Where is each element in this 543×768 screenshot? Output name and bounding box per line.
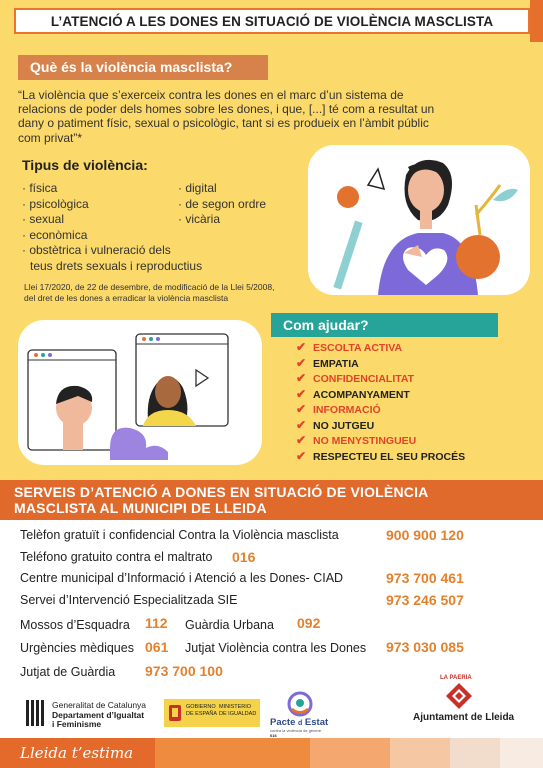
list-item: · econòmica — [22, 227, 88, 242]
service-label: Mossos d’Esquadra — [20, 618, 130, 632]
gob-line4: DE IGUALDAD — [219, 710, 257, 717]
definition-heading: Què és la violència masclista? — [18, 55, 268, 80]
check-icon: ✔ — [296, 371, 307, 385]
gob-line2: DE ESPAÑA — [186, 710, 218, 717]
gobierno-logo — [164, 699, 260, 727]
services-heading — [0, 480, 543, 520]
gobierno-text — [186, 704, 217, 717]
footer-segment — [390, 738, 450, 768]
help-item-6 — [296, 433, 465, 450]
list-item: · obstètrica i vulneració dels — [22, 243, 171, 257]
help-label: EMPATIA — [313, 357, 359, 370]
help-item-1 — [296, 355, 465, 373]
gencat-text — [52, 701, 146, 730]
check-icon: ✔ — [296, 340, 307, 354]
list-item: · sexual — [22, 212, 65, 226]
services-heading-line2: MASCLISTA AL MUNICIPI DE LLEIDA — [14, 500, 267, 516]
service-number: 016 — [232, 549, 256, 565]
footer-segment — [500, 738, 543, 768]
service-label: Jutjat de Guàrdia — [20, 665, 116, 679]
list-item: · de segon ordre — [178, 196, 267, 211]
check-icon: ✔ — [296, 402, 307, 416]
types-list-2 — [178, 181, 266, 228]
service-number: 900 900 120 — [386, 527, 464, 543]
check-icon: ✔ — [296, 433, 307, 447]
help-heading: Com ajudar? — [271, 313, 498, 337]
title-banner — [14, 8, 530, 34]
service-number: 973 030 085 — [386, 639, 464, 655]
service-number: 112 — [145, 615, 168, 631]
definition-quote: “La violència que s’exerceix contra les dones en el marc d’un sistema de relacions de poder dels homes sobre les dones, i que, [...] té com a resultat un dany o patiment físic, sexual o psicològic, tant si es produeix en l’àmbit públic com privat”* — [18, 88, 435, 145]
service-number: 973 700 100 — [145, 663, 223, 679]
types-heading: Tipus de violència: — [22, 157, 148, 173]
gencat-logo-icon — [26, 700, 48, 726]
check-icon: ✔ — [296, 386, 307, 401]
videocall-illustration-icon — [18, 320, 262, 465]
help-label: NO MENYSTINGUEU — [313, 435, 417, 447]
service-label: Urgències mèdiques — [20, 641, 134, 655]
service-label: Centre municipal d’Informació i Atenció a les Dones- CIAD — [20, 571, 344, 585]
law-note: Llei 17/2020, de 22 de desembre, de modificació de la Llei 5/2008, del dret de les dones a erradicar la violència masclista — [24, 282, 275, 303]
list-item: teus drets sexuals i reproductius — [30, 258, 203, 273]
help-label: CONFIDENCIALITAT — [313, 373, 415, 385]
woman-illustration-icon — [308, 145, 530, 295]
help-label: ACOMPANYAMENT — [313, 388, 410, 401]
help-item-0 — [296, 340, 465, 357]
check-icon: ✔ — [296, 417, 307, 432]
help-item-5 — [296, 417, 465, 435]
gob-line1: GOBIERNO — [186, 704, 216, 710]
pacte-016: 016 — [270, 733, 277, 738]
pacte-word: Pacte — [270, 717, 296, 728]
pacte-subtitle: contra la violència de gènere — [270, 728, 322, 733]
list-item: · vicària — [178, 212, 221, 226]
footer-slogan: Lleida t’estima — [20, 744, 134, 762]
list-item: · digital — [178, 181, 217, 195]
help-label: ESCOLTA ACTIVA — [313, 342, 403, 354]
corner-accent — [530, 0, 543, 42]
types-list-1 — [22, 181, 202, 274]
service-label: Guàrdia Urbana — [185, 618, 274, 632]
list-item: · física — [22, 181, 58, 195]
pacte-de: d — [298, 720, 303, 727]
service-label: Telèfon gratuït i confidencial Contra la Violència masclista — [20, 528, 339, 542]
help-item-7 — [296, 448, 466, 466]
footer-segment — [155, 738, 310, 768]
service-label: Teléfono gratuito contra el maltrato — [20, 550, 213, 564]
footer-segment — [450, 738, 500, 768]
help-item-2 — [296, 371, 465, 388]
help-label: INFORMACIÓ — [313, 404, 381, 416]
footer-segment — [310, 738, 390, 768]
service-number: 092 — [297, 615, 321, 631]
help-label: NO JUTGEU — [313, 419, 375, 432]
service-number: 973 700 461 — [386, 570, 464, 586]
help-item-3 — [296, 386, 465, 404]
ministerio-text — [219, 704, 256, 717]
pacte-estat-word: Estat — [304, 717, 329, 728]
services-heading-line1: SERVEIS D’ATENCIÓ A DONES EN SITUACIÓ DE VIOLÈNCIA — [14, 484, 429, 500]
gencat-line2: Departament d’Igualtat — [52, 709, 145, 720]
check-icon: ✔ — [296, 448, 307, 463]
help-item-4 — [296, 402, 465, 419]
list-item: · psicològica — [22, 196, 89, 211]
page-title: L’ATENCIÓ A LES DONES EN SITUACIÓ DE VIOLÈNCIA MASCLISTA — [50, 14, 494, 29]
check-icon: ✔ — [296, 355, 307, 370]
pacte-estat-logo-icon — [283, 691, 317, 717]
gencat-line3: i Feminisme — [52, 719, 102, 729]
service-label: Servei d’Intervenció Especialitzada SIE — [20, 593, 238, 607]
service-number: 061 — [145, 639, 169, 655]
pacte-text — [270, 717, 328, 728]
paeria-top: LA PAERIA — [440, 675, 472, 681]
gencat-line1: Generalitat de Catalunya — [52, 700, 147, 710]
service-label: Jutjat Violència contra les Dones — [185, 641, 367, 655]
spain-shield-icon — [167, 702, 183, 724]
help-list — [296, 340, 466, 465]
help-label: RESPECTEU EL SEU PROCÉS — [313, 450, 466, 463]
paeria-name: Ajuntament de Lleida — [413, 712, 515, 723]
gob-line3: MINISTERIO — [219, 704, 252, 710]
service-number: 973 246 507 — [386, 592, 464, 608]
paeria-shield-icon — [446, 683, 472, 709]
